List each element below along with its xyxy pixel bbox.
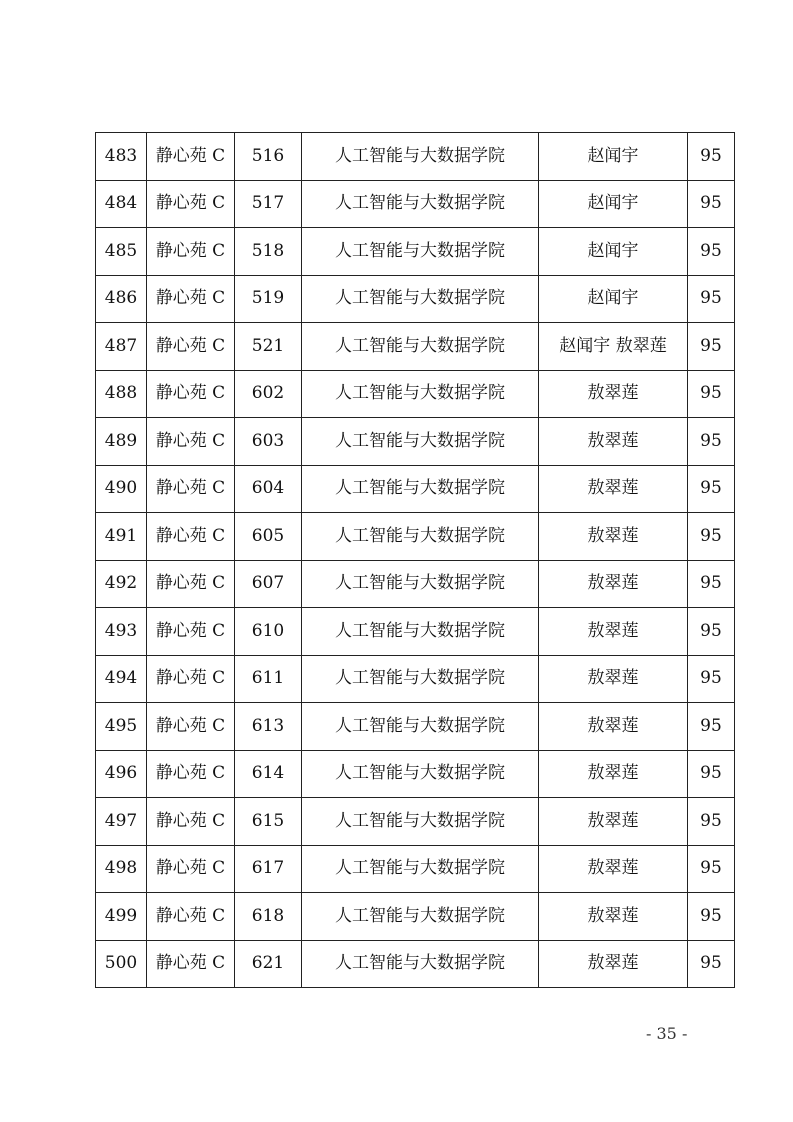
college-cell: 人工智能与大数据学院	[302, 465, 539, 513]
table-row	[96, 655, 735, 703]
score-cell: 95	[688, 513, 735, 561]
building-cell: 静心苑 C	[147, 845, 235, 893]
room-number-cell: 605	[235, 513, 302, 561]
counselor-cell: 赵闻宇 敖翠莲	[539, 323, 688, 371]
score-cell: 95	[688, 750, 735, 798]
score-cell: 95	[688, 465, 735, 513]
table-row	[96, 703, 735, 751]
room-number-cell: 615	[235, 798, 302, 846]
row-number-cell: 500	[96, 940, 147, 988]
building-cell: 静心苑 C	[147, 133, 235, 181]
row-number-cell: 496	[96, 750, 147, 798]
building-cell: 静心苑 C	[147, 750, 235, 798]
table-row	[96, 893, 735, 941]
counselor-cell: 敖翠莲	[539, 370, 688, 418]
row-number-cell: 487	[96, 323, 147, 371]
counselor-cell: 敖翠莲	[539, 560, 688, 608]
score-cell: 95	[688, 323, 735, 371]
score-cell: 95	[688, 703, 735, 751]
college-cell: 人工智能与大数据学院	[302, 655, 539, 703]
room-number-cell: 602	[235, 370, 302, 418]
college-cell: 人工智能与大数据学院	[302, 275, 539, 323]
row-number-cell: 490	[96, 465, 147, 513]
building-cell: 静心苑 C	[147, 893, 235, 941]
row-number-cell: 494	[96, 655, 147, 703]
score-cell: 95	[688, 940, 735, 988]
row-number-cell: 493	[96, 608, 147, 656]
counselor-cell: 敖翠莲	[539, 513, 688, 561]
room-number-cell: 607	[235, 560, 302, 608]
table-row	[96, 798, 735, 846]
room-number-cell: 603	[235, 418, 302, 466]
college-cell: 人工智能与大数据学院	[302, 560, 539, 608]
table-row	[96, 750, 735, 798]
table-row	[96, 418, 735, 466]
building-cell: 静心苑 C	[147, 703, 235, 751]
table-row	[96, 323, 735, 371]
counselor-cell: 敖翠莲	[539, 655, 688, 703]
counselor-cell: 赵闻宇	[539, 180, 688, 228]
college-cell: 人工智能与大数据学院	[302, 228, 539, 276]
table-row	[96, 513, 735, 561]
college-cell: 人工智能与大数据学院	[302, 608, 539, 656]
row-number-cell: 488	[96, 370, 147, 418]
row-number-cell: 484	[96, 180, 147, 228]
score-cell: 95	[688, 845, 735, 893]
row-number-cell: 483	[96, 133, 147, 181]
building-cell: 静心苑 C	[147, 228, 235, 276]
college-cell: 人工智能与大数据学院	[302, 513, 539, 561]
building-cell: 静心苑 C	[147, 323, 235, 371]
room-number-cell: 618	[235, 893, 302, 941]
counselor-cell: 敖翠莲	[539, 465, 688, 513]
counselor-cell: 敖翠莲	[539, 940, 688, 988]
score-cell: 95	[688, 560, 735, 608]
table-row	[96, 275, 735, 323]
dormitory-score-table	[95, 132, 735, 988]
building-cell: 静心苑 C	[147, 940, 235, 988]
counselor-cell: 敖翠莲	[539, 703, 688, 751]
college-cell: 人工智能与大数据学院	[302, 893, 539, 941]
score-cell: 95	[688, 275, 735, 323]
score-cell: 95	[688, 418, 735, 466]
building-cell: 静心苑 C	[147, 560, 235, 608]
table-row	[96, 133, 735, 181]
college-cell: 人工智能与大数据学院	[302, 323, 539, 371]
building-cell: 静心苑 C	[147, 798, 235, 846]
counselor-cell: 敖翠莲	[539, 798, 688, 846]
row-number-cell: 499	[96, 893, 147, 941]
table-row	[96, 228, 735, 276]
counselor-cell: 敖翠莲	[539, 608, 688, 656]
room-number-cell: 518	[235, 228, 302, 276]
college-cell: 人工智能与大数据学院	[302, 370, 539, 418]
room-number-cell: 517	[235, 180, 302, 228]
score-cell: 95	[688, 133, 735, 181]
table-row	[96, 180, 735, 228]
building-cell: 静心苑 C	[147, 608, 235, 656]
college-cell: 人工智能与大数据学院	[302, 750, 539, 798]
college-cell: 人工智能与大数据学院	[302, 798, 539, 846]
table-row	[96, 845, 735, 893]
room-number-cell: 604	[235, 465, 302, 513]
row-number-cell: 491	[96, 513, 147, 561]
room-number-cell: 613	[235, 703, 302, 751]
table-body	[96, 133, 735, 988]
score-cell: 95	[688, 228, 735, 276]
counselor-cell: 赵闻宇	[539, 275, 688, 323]
table-row	[96, 940, 735, 988]
counselor-cell: 敖翠莲	[539, 418, 688, 466]
room-number-cell: 617	[235, 845, 302, 893]
counselor-cell: 赵闻宇	[539, 133, 688, 181]
table-row	[96, 370, 735, 418]
room-number-cell: 519	[235, 275, 302, 323]
room-number-cell: 621	[235, 940, 302, 988]
building-cell: 静心苑 C	[147, 655, 235, 703]
row-number-cell: 495	[96, 703, 147, 751]
room-number-cell: 516	[235, 133, 302, 181]
building-cell: 静心苑 C	[147, 465, 235, 513]
building-cell: 静心苑 C	[147, 418, 235, 466]
table-row	[96, 560, 735, 608]
counselor-cell: 赵闻宇	[539, 228, 688, 276]
room-number-cell: 614	[235, 750, 302, 798]
building-cell: 静心苑 C	[147, 370, 235, 418]
college-cell: 人工智能与大数据学院	[302, 133, 539, 181]
score-cell: 95	[688, 798, 735, 846]
score-cell: 95	[688, 180, 735, 228]
counselor-cell: 敖翠莲	[539, 750, 688, 798]
room-number-cell: 611	[235, 655, 302, 703]
score-cell: 95	[688, 608, 735, 656]
row-number-cell: 485	[96, 228, 147, 276]
score-cell: 95	[688, 893, 735, 941]
college-cell: 人工智能与大数据学院	[302, 703, 539, 751]
row-number-cell: 486	[96, 275, 147, 323]
table-row	[96, 465, 735, 513]
page-number: - 35 -	[646, 1024, 688, 1043]
row-number-cell: 497	[96, 798, 147, 846]
building-cell: 静心苑 C	[147, 275, 235, 323]
college-cell: 人工智能与大数据学院	[302, 845, 539, 893]
counselor-cell: 敖翠莲	[539, 893, 688, 941]
row-number-cell: 498	[96, 845, 147, 893]
score-cell: 95	[688, 655, 735, 703]
room-number-cell: 521	[235, 323, 302, 371]
college-cell: 人工智能与大数据学院	[302, 418, 539, 466]
table-row	[96, 608, 735, 656]
counselor-cell: 敖翠莲	[539, 845, 688, 893]
college-cell: 人工智能与大数据学院	[302, 180, 539, 228]
college-cell: 人工智能与大数据学院	[302, 940, 539, 988]
building-cell: 静心苑 C	[147, 513, 235, 561]
score-cell: 95	[688, 370, 735, 418]
row-number-cell: 492	[96, 560, 147, 608]
room-number-cell: 610	[235, 608, 302, 656]
building-cell: 静心苑 C	[147, 180, 235, 228]
row-number-cell: 489	[96, 418, 147, 466]
